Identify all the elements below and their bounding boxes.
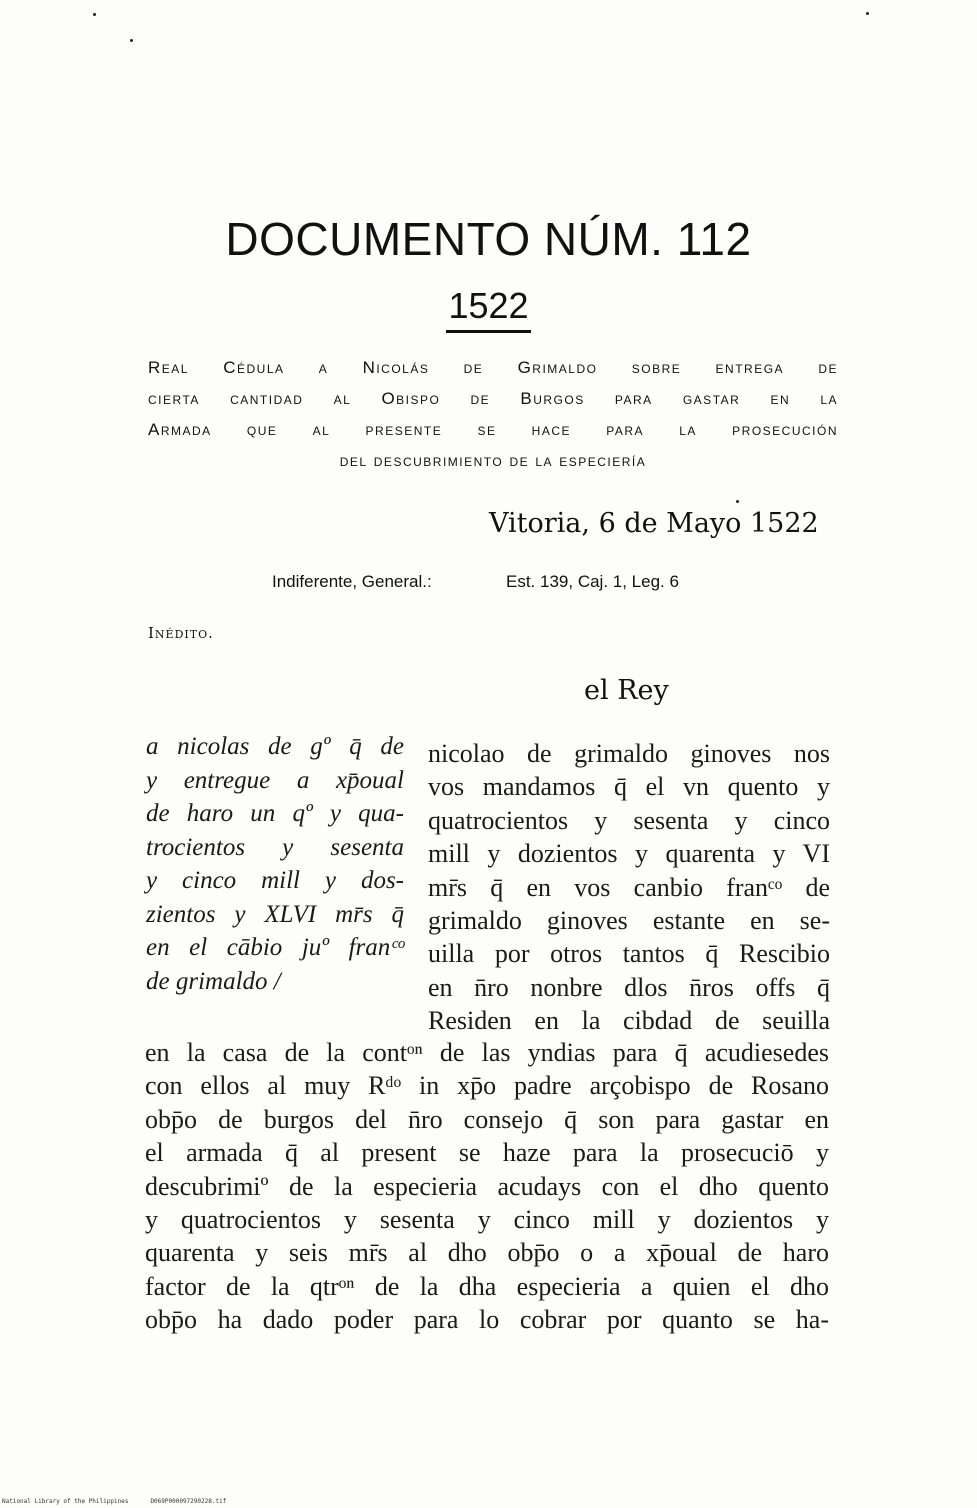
body-line: vos mandamos q̄ el vn quento y bbox=[428, 772, 830, 802]
body-line: en n̄ro nonbre dlos n̄ros offs q̄ bbox=[428, 972, 830, 1002]
margin-note-line: y entregue a xp̄oual bbox=[146, 766, 404, 794]
publication-status: Inédito. bbox=[148, 624, 214, 642]
body-line: el armada q̄ al present se haze para la prosecuciō y bbox=[145, 1138, 829, 1168]
scan-speck bbox=[736, 500, 739, 503]
dateline: Vitoria, 6 de Mayo 1522 bbox=[489, 508, 819, 539]
body-line: mr̄s q̄ en vos canbio franᶜᵒ de bbox=[428, 872, 830, 902]
margin-note-line: trocientos y sesenta bbox=[146, 833, 404, 861]
scan-speck bbox=[93, 13, 96, 16]
body-line: grimaldo ginoves estante en se- bbox=[428, 906, 830, 936]
body-line: descubrimiº de la especieria acudays con el dho quento bbox=[145, 1171, 829, 1201]
margin-note-line: de haro un qº y qua- bbox=[146, 800, 404, 827]
heading-line: del descubrimiento de la especiería bbox=[339, 451, 647, 470]
scan-speck bbox=[130, 39, 133, 42]
scan-footer bbox=[2, 1498, 226, 1505]
body-text-right-column bbox=[428, 737, 830, 1038]
heading-line: Real Cédula a Nicolás de Grimaldo sobre entrega de bbox=[148, 358, 838, 377]
body-line: y quatrocientos y sesenta y cinco mill y dozientos y bbox=[145, 1205, 829, 1235]
archive-ref: Est. 139, Caj. 1, Leg. 6 bbox=[506, 572, 679, 591]
body-line: en la casa de la contᵒⁿ de las yndias para q̄ acudiesedes bbox=[145, 1038, 829, 1067]
document-year-text: 1522 bbox=[446, 285, 530, 333]
margin-note-line: en el cābio juº franᶜᵒ bbox=[146, 934, 404, 961]
body-line: obp̄o de burgos del n̄ro consejo q̄ son para gastar en bbox=[145, 1104, 829, 1134]
margin-note-line: y cinco mill y dos- bbox=[146, 867, 404, 894]
heading-line: Armada que al presente se hace para la prosecución bbox=[148, 420, 838, 439]
body-line: quatrocientos y sesenta y cinco bbox=[428, 805, 830, 835]
body-line: nicolao de grimaldo ginoves nos bbox=[428, 739, 830, 768]
document-heading bbox=[148, 352, 838, 476]
salutation: el Rey bbox=[584, 675, 669, 706]
margin-note-line: a nicolas de gº q̄ de bbox=[146, 733, 404, 760]
body-line: mill y dozientos y quarenta y VI bbox=[428, 839, 830, 869]
scan-speck bbox=[866, 12, 869, 15]
body-line: uilla por otros tantos q̄ Rescibio bbox=[428, 939, 830, 969]
document-year bbox=[0, 285, 977, 327]
body-line: Residen en la cibdad de seuilla bbox=[428, 1006, 830, 1036]
body-text-full-width bbox=[145, 1036, 829, 1337]
file-code: D069P000097290228.tif bbox=[150, 1498, 227, 1505]
body-line: con ellos al muy Rᵈᵒ in xp̄o padre arçobispo de Rosano bbox=[145, 1071, 829, 1101]
body-line: quarenta y seis mr̄s al dho obp̄o o a xp̄oual de haro bbox=[145, 1238, 829, 1268]
library-name: National Library of the Philippines bbox=[2, 1498, 129, 1505]
body-line: factor de la qtrᵒⁿ de la dha especieria a quien el dho bbox=[145, 1271, 829, 1301]
body-line: obp̄o ha dado poder para lo cobrar por quanto se ha- bbox=[145, 1305, 829, 1335]
document-title: DOCUMENTO NÚM. 112 bbox=[225, 213, 752, 265]
archive-label: Indiferente, General.: bbox=[272, 572, 432, 591]
margin-note-line: zientos y XLVI mr̄s q̄ bbox=[146, 900, 404, 928]
margin-note bbox=[146, 730, 404, 998]
archive-reference bbox=[272, 572, 679, 592]
heading-line: cierta cantidad al Obispo de Burgos para gastar en la bbox=[148, 389, 838, 408]
margin-note-line: de grimaldo / bbox=[146, 967, 281, 995]
